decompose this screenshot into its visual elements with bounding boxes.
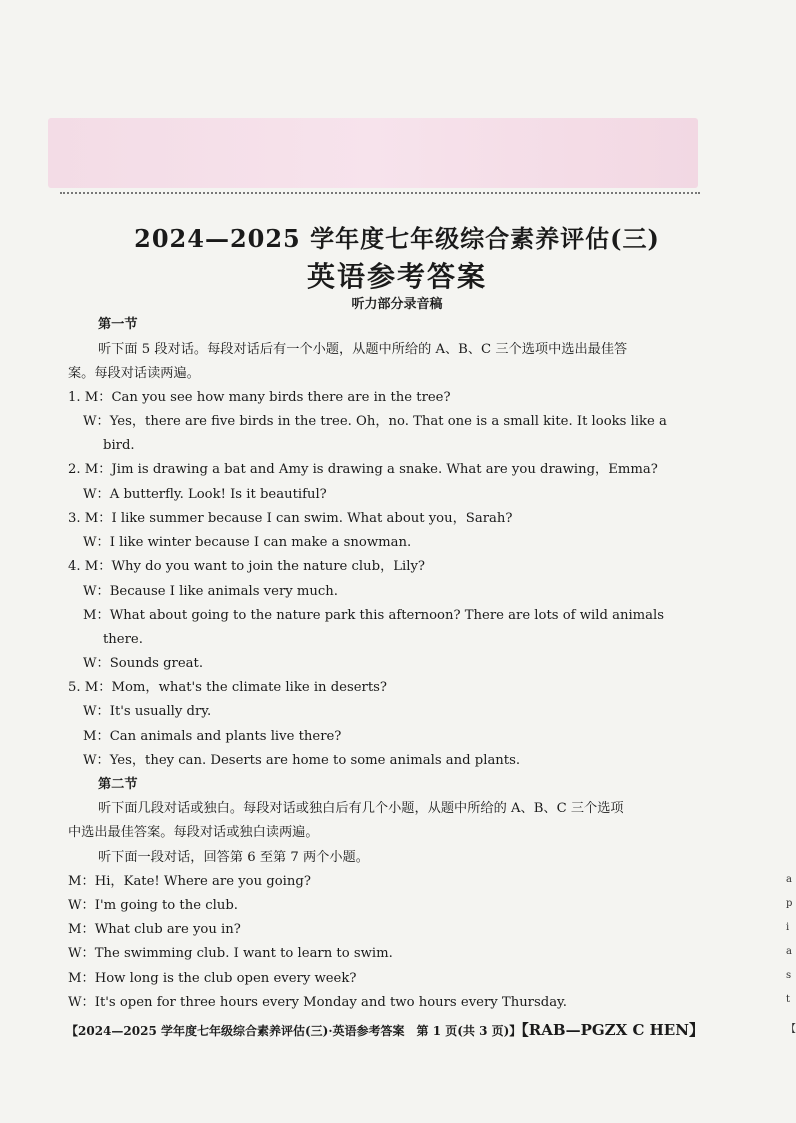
dialogue-line: M：Can animals and plants live there?: [83, 729, 342, 744]
page-title: 2024—2025 学年度七年级综合素养评估(三): [134, 224, 660, 253]
dialogue-line: W：Yes，they can. Deserts are home to some animals and plants.: [83, 753, 521, 768]
dialogue-line: W：The swimming club. I want to learn to swim.: [68, 946, 393, 961]
dialogue-line: W：Because I like animals very much.: [83, 584, 338, 599]
dialogue-line: M：Hi，Kate! Where are you going?: [68, 874, 311, 889]
edge-letter: s: [786, 970, 792, 981]
edge-letter: t: [786, 994, 791, 1005]
instruction-line: 案。每段对话读两遍。: [68, 366, 200, 381]
page-footer: [66, 1019, 704, 1040]
dialogue-line: 3. M：I like summer because I can swim. What about you，Sarah?: [68, 511, 513, 526]
dialogue-line: W：It's open for three hours every Monday and two hours every Thursday.: [68, 995, 567, 1010]
section-1-label: 第一节: [98, 317, 138, 332]
dialogue-line: M：How long is the club open every week?: [68, 971, 357, 986]
instruction-line: 听下面一段对话，回答第 6 至第 7 两个小题。: [98, 850, 369, 865]
instruction-line: 听下面 5 段对话。每段对话后有一个小题，从题中所给的 A、B、C 三个选项中选出最佳答: [98, 342, 628, 357]
section-2-label: 第二节: [98, 777, 138, 792]
dialogue-line: 5. M：Mom，what's the climate like in deserts?: [68, 680, 387, 695]
dialogue-line: 1. M：Can you see how many birds there are in the tree?: [68, 390, 451, 405]
pink-header-band: [48, 118, 698, 188]
section-heading: 听力部分录音稿: [351, 297, 443, 312]
dotted-cut-line: [60, 192, 700, 194]
dialogue-line: 4. M：Why do you want to join the nature club，Lily?: [68, 559, 425, 574]
footer-code: 【RAB—PGZX C HEN】: [521, 1021, 704, 1039]
dialogue-line: W：A butterfly. Look! Is it beautiful?: [83, 487, 327, 502]
dialogue-line: W：I like winter because I can make a snowman.: [83, 535, 412, 550]
dialogue-line: there.: [103, 632, 143, 647]
dialogue-line: W：Yes，there are five birds in the tree. Oh，no. That one is a small kite. It looks like a: [83, 414, 667, 429]
edge-letter: a: [786, 946, 792, 957]
instruction-line: 听下面几段对话或独白。每段对话或独白后有几个小题，从题中所给的 A、B、C 三个选项: [98, 801, 624, 816]
dialogue-line: bird.: [103, 438, 135, 453]
edge-letter: a: [786, 874, 792, 885]
dialogue-line: 2. M：Jim is drawing a bat and Amy is drawing a snake. What are you drawing，Emma?: [68, 462, 658, 477]
dialogue-line: M：What about going to the nature park this afternoon? There are lots of wild animals: [83, 608, 665, 623]
instruction-line: 中选出最佳答案。每段对话或独白读两遍。: [68, 825, 319, 840]
edge-letter: p: [786, 898, 793, 909]
dialogue-line: W：It's usually dry.: [83, 704, 212, 719]
footer-text: 【2024—2025 学年度七年级综合素养评估(三)·英语参考答案 第 1 页(共 3 页)】: [66, 1024, 522, 1038]
dialogue-line: W：I'm going to the club.: [68, 898, 238, 913]
page-subtitle: 英语参考答案: [306, 260, 487, 293]
edge-letter: i: [786, 922, 790, 933]
dialogue-line: M：What club are you in?: [68, 922, 241, 937]
dialogue-line: W：Sounds great.: [83, 656, 204, 671]
edge-letter: 【: [786, 1024, 796, 1035]
